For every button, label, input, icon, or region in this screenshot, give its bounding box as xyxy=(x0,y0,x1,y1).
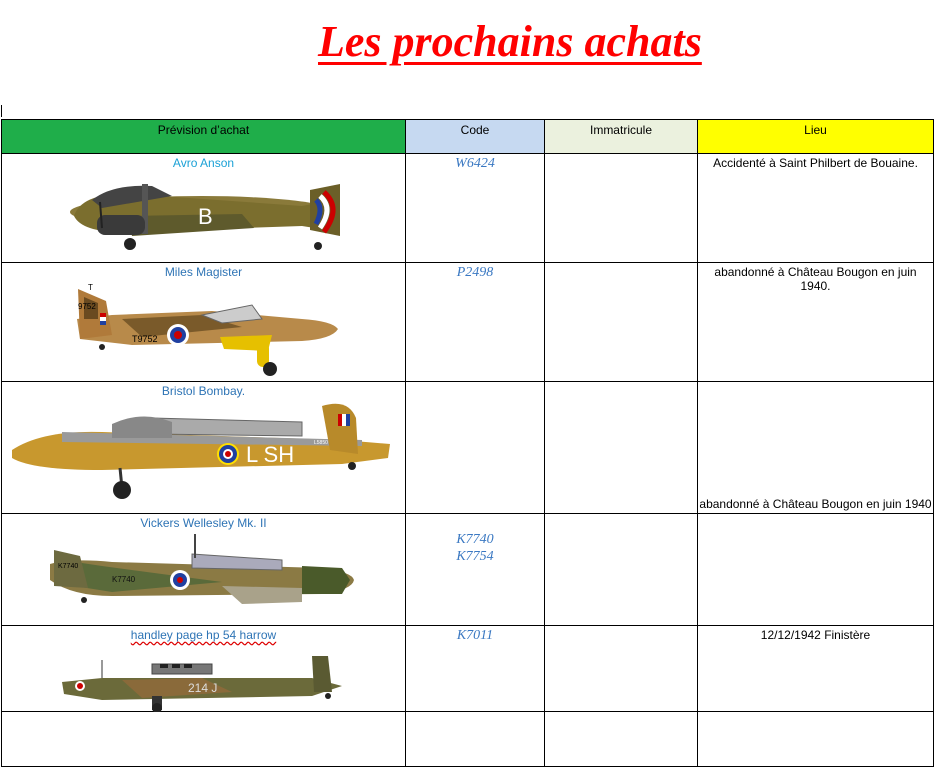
fuselage-marking: 214 J xyxy=(188,681,218,695)
lieu-text: abandonné à Château Bougon en juin 1940 xyxy=(699,497,932,511)
code-value: K7754 xyxy=(456,549,494,564)
tail-serial: 9752 xyxy=(78,302,96,311)
table-row xyxy=(2,263,934,382)
lieu-cell xyxy=(698,626,934,712)
tail-serial: L5850 xyxy=(314,440,328,446)
table-row xyxy=(2,514,934,626)
code-cell xyxy=(406,263,545,382)
table-row xyxy=(2,626,934,712)
tail-serial: K7740 xyxy=(58,563,79,570)
aircraft-name: Miles Magister xyxy=(164,265,243,279)
immatricule-cell xyxy=(545,263,698,382)
lieu-cell xyxy=(698,382,934,514)
table-header-row xyxy=(2,120,934,154)
immatricule-cell xyxy=(545,712,698,767)
code-cell xyxy=(406,382,545,514)
header-prevision: Prévision d’achat xyxy=(2,120,406,154)
code-value: P2498 xyxy=(456,265,494,280)
page-title: Les prochains achats xyxy=(318,17,702,66)
code-value: K7740 xyxy=(456,532,494,547)
aircraft-name: Vickers Wellesley Mk. II xyxy=(140,516,267,530)
purchases-table xyxy=(1,119,934,767)
fuselage-marking: T9752 xyxy=(132,334,158,344)
fuselage-marking: B xyxy=(198,204,213,229)
lieu-cell xyxy=(698,154,934,263)
aircraft-cell xyxy=(2,712,406,767)
aircraft-cell xyxy=(2,514,406,626)
code-cell xyxy=(406,514,545,626)
header-code: Code xyxy=(406,120,545,154)
table-row xyxy=(2,154,934,263)
immatricule-cell xyxy=(545,514,698,626)
code-value: K7011 xyxy=(456,628,494,643)
aircraft-name: Avro Anson xyxy=(172,156,235,170)
lieu-text: 12/12/1942 Finistère xyxy=(760,628,871,642)
tail-letter: T xyxy=(88,283,93,292)
table-row xyxy=(2,712,934,767)
aircraft-name: Bristol Bombay. xyxy=(161,384,246,398)
immatricule-cell xyxy=(545,626,698,712)
header-immatricule: Immatricule xyxy=(545,120,698,154)
code-cell xyxy=(406,712,545,767)
fuselage-marking: L SH xyxy=(246,442,295,467)
avro-anson-image xyxy=(2,170,406,262)
lieu-cell xyxy=(698,514,934,626)
lieu-cell xyxy=(698,263,934,382)
header-lieu: Lieu xyxy=(698,120,934,154)
immatricule-cell xyxy=(545,154,698,263)
aircraft-cell xyxy=(2,263,406,382)
aircraft-name: handley page hp 54 harrow xyxy=(130,628,277,642)
lieu-text: abandonné à Château Bougon en juin 1940. xyxy=(714,265,917,293)
fuselage-marking: K7740 xyxy=(112,575,136,584)
table-row xyxy=(2,382,934,514)
miles-magister-image xyxy=(2,279,406,379)
lieu-text: Accidenté à Saint Philbert de Bouaine. xyxy=(713,156,918,170)
tail-serial: NF860 xyxy=(266,228,285,234)
aircraft-cell xyxy=(2,154,406,263)
handley-page-harrow-image xyxy=(2,642,406,712)
vickers-wellesley-image xyxy=(2,530,406,626)
aircraft-cell xyxy=(2,626,406,712)
aircraft-cell xyxy=(2,382,406,514)
immatricule-cell xyxy=(545,382,698,514)
lieu-cell xyxy=(698,712,934,767)
code-cell xyxy=(406,154,545,263)
bristol-bombay-image xyxy=(2,398,406,510)
code-cell xyxy=(406,626,545,712)
code-value: W6424 xyxy=(455,156,495,171)
table-edge-mark xyxy=(1,105,2,117)
